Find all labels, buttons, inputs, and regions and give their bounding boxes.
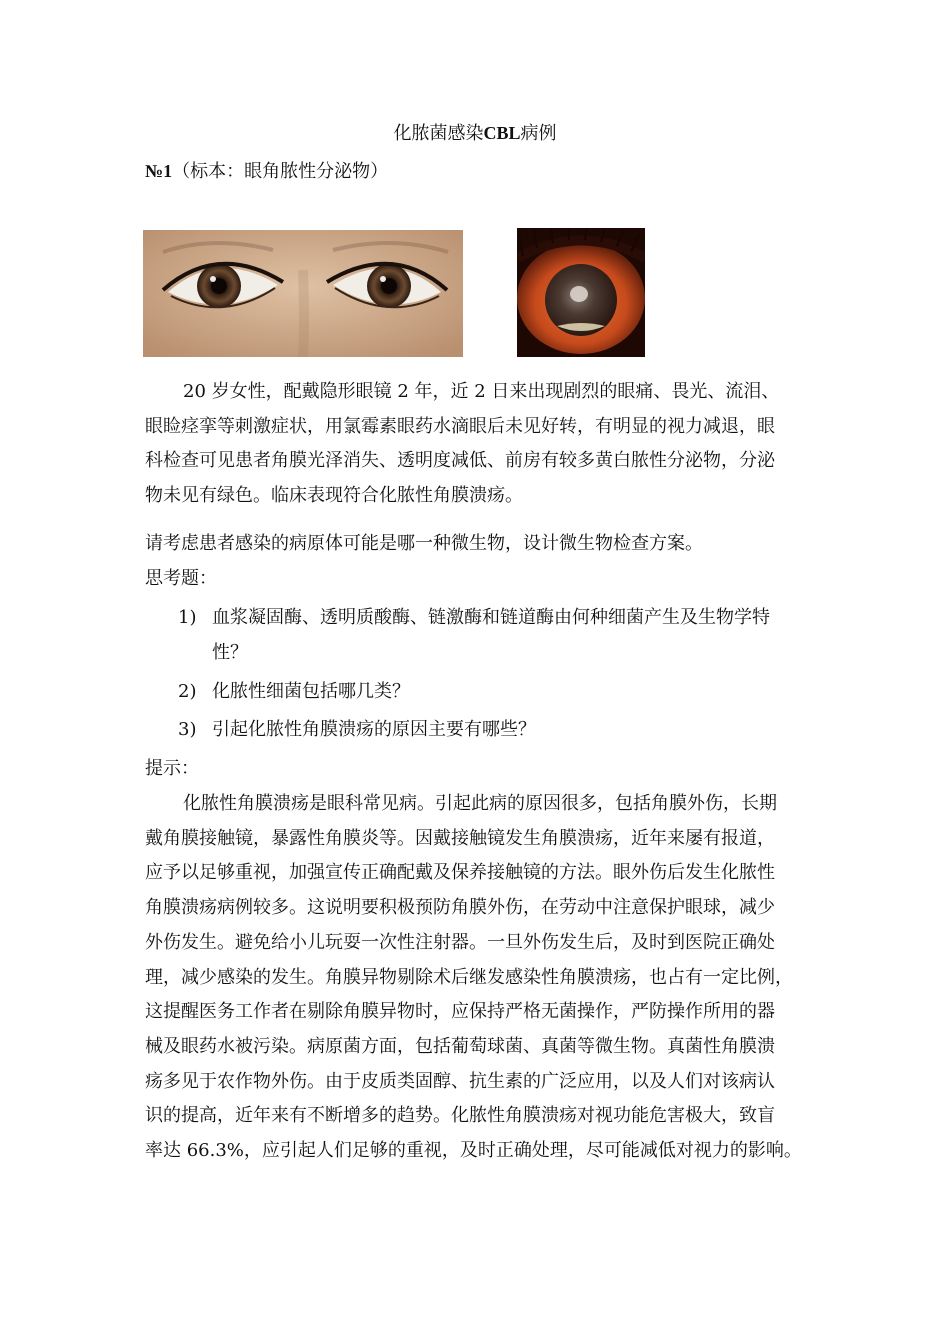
hint-line: 应予以足够重视，加强宣传正确配戴及保养接触镜的方法。眼外伤后发生化脓性	[145, 862, 775, 884]
hint-line: 戴角膜接触镜，暴露性角膜炎等。因戴接触镜发生角膜溃疡，近年来屡有报道，	[145, 827, 775, 849]
question-prompt: 请考虑患者感染的病原体可能是哪一种微生物，设计微生物检查方案。	[145, 533, 703, 554]
question-number: 3)	[178, 719, 197, 740]
hint-line: 角膜溃疡病例较多。这说明要积极预防角膜外伤，在劳动中注意保护眼球，减少	[145, 897, 775, 919]
question-text-line: 性？	[212, 641, 248, 663]
hint-line: 这提醒医务工作者在剔除角膜异物时，应保持严格无菌操作，严防操作所用的器	[145, 1001, 775, 1023]
hint-paragraph	[145, 787, 807, 1169]
case-description	[145, 375, 807, 513]
hint-line: 化脓性角膜溃疡是眼科常见病。引起此病的原因很多，包括角膜外伤，长期	[183, 793, 777, 814]
thinking-label: 思考题：	[145, 568, 217, 589]
title-bold: CBL	[483, 123, 521, 143]
hint-line: 识的提高，近年来有不断增多的趋势。化脓性角膜溃疡对视功能危害极大，致盲	[145, 1105, 775, 1127]
question-text: 化脓性细菌包括哪几类？	[212, 681, 410, 702]
case-line: 科检查可见患者角膜光泽消失、透明度减低、前房有较多黄白脓性分泌物，分泌	[145, 450, 775, 471]
eyes-photo	[143, 230, 463, 357]
title-suffix: 病例	[520, 123, 557, 144]
title-prefix: 化脓菌感染	[393, 123, 484, 144]
case-line: 眼睑痉挛等刺激症状，用氯霉素眼药水滴眼后未见好转，有明显的视力减退，眼	[145, 415, 775, 437]
hint-line: 疡多见于农作物外伤。由于皮质类固醇、抗生素的广泛应用，以及人们对该病认	[145, 1070, 775, 1092]
case-line: 20 岁女性，配戴隐形眼镜 2 年，近 2 日来出现剧烈的眼痛、畏光、流泪、	[183, 381, 780, 402]
hint-line: 械及眼药水被污染。病原菌方面，包括葡萄球菌、真菌等微生物。真菌性角膜溃	[145, 1035, 775, 1057]
case-line: 物未见有绿色。临床表现符合化脓性角膜溃疡。	[145, 484, 523, 506]
hint-line: 率达 66.3%，应引起人们足够的重视，及时正确处理，尽可能减低对视力的影响。	[145, 1140, 802, 1162]
hint-line: 外伤发生。避免给小儿玩耍一次性注射器。一旦外伤发生后，及时到医院正确处	[145, 931, 775, 953]
hint-label: 提示：	[145, 758, 199, 779]
question-number: 1)	[178, 607, 197, 628]
question-text: 引起化脓性角膜溃疡的原因主要有哪些？	[212, 719, 536, 740]
hint-line: 理，减少感染的发生。角膜异物剔除术后继发感染性角膜溃疡，也占有一定比例，	[145, 966, 793, 988]
question-text-line: 血浆凝固酶、透明质酸酶、链激酶和链道酶由何种细菌产生及生物学特	[212, 607, 770, 628]
question-item	[178, 675, 808, 710]
question-item	[178, 601, 808, 671]
page-title	[0, 120, 950, 147]
sample-heading	[145, 158, 388, 185]
question-text	[212, 601, 808, 670]
question-number: 2)	[178, 681, 197, 702]
sample-description: （标本：眼角脓性分泌物）	[172, 161, 389, 182]
cornea-photo	[517, 228, 645, 357]
question-item	[178, 713, 808, 748]
sample-number: №1	[145, 161, 173, 181]
